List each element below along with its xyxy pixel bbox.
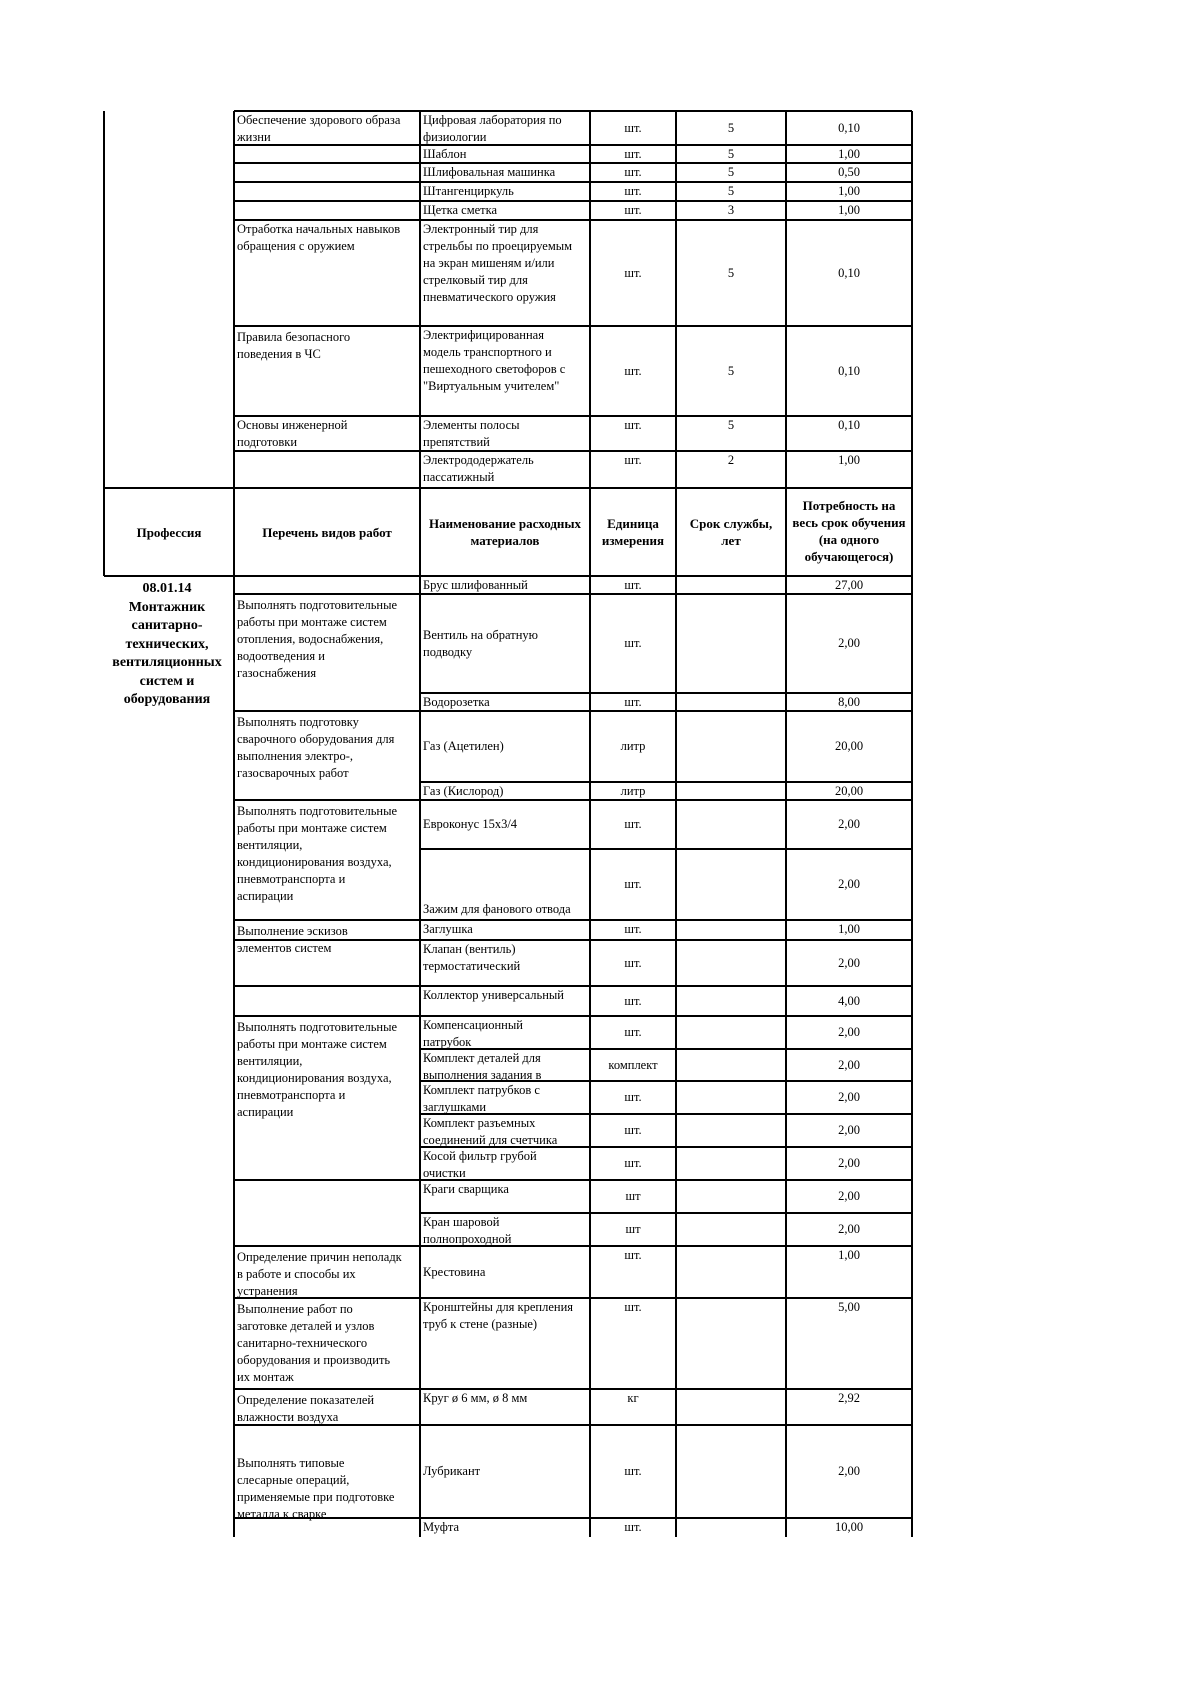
grid-line — [419, 111, 420, 488]
grid-line — [233, 576, 234, 1537]
work-type-cell: Правила безопасного поведения в ЧС — [237, 330, 351, 361]
service-life-cell: 2 — [727, 453, 735, 467]
material-name-cell: Электрифицированная модель транспортного и пешеходного светофоров с "Виртуальным учителем" — [423, 328, 566, 393]
service-life-cell: 5 — [727, 418, 735, 432]
material-name-cell: Элементы полосы препятствий — [423, 418, 520, 449]
unit-cell: литр — [620, 784, 646, 798]
unit-cell: шт. — [624, 1123, 642, 1137]
need-cell: 8,00 — [838, 695, 860, 709]
header-profession: Профессия — [136, 525, 202, 540]
unit-cell: шт. — [624, 578, 642, 592]
need-cell: 2,00 — [838, 1025, 860, 1039]
need-cell: 2,00 — [838, 877, 860, 891]
unit-cell: шт. — [624, 877, 642, 891]
material-name-cell: Комплект разъемных соединений для счетчика — [423, 1116, 558, 1147]
unit-cell: шт. — [624, 817, 642, 831]
unit-cell: шт. — [624, 120, 642, 135]
material-name-cell: Брус шлифованный — [423, 578, 528, 592]
unit-cell: шт. — [624, 1464, 642, 1478]
unit-cell: шт. — [624, 636, 642, 650]
need-cell: 2,00 — [838, 636, 860, 650]
work-type-cell: Выполнять подготовительные работы при монтаже систем отопления, водоснабжения, водоотведения и газоснабжения — [237, 598, 398, 680]
unit-cell: шт. — [624, 695, 642, 709]
unit-cell: шт. — [624, 147, 642, 161]
unit-cell: шт. — [624, 1156, 642, 1170]
work-type-cell: Выполнять подготовку сварочного оборудования для выполнения электро-, газосварочных работ — [237, 715, 395, 780]
material-name-cell: Электрододержатель пассатижный — [423, 453, 534, 484]
work-type-cell: Определение причин неполадк в работе и способы их устранения — [237, 1250, 402, 1298]
material-name-cell: Цифровая лаборатория по физиологии — [423, 113, 562, 144]
unit-cell: шт. — [624, 1090, 642, 1104]
material-name-cell: Краги сварщика — [423, 1182, 509, 1196]
work-type-cell: Определение показателей влажности воздуха — [237, 1393, 375, 1424]
service-life-cell: 5 — [727, 120, 735, 135]
need-cell: 27,00 — [834, 578, 864, 592]
need-cell: 2,00 — [838, 817, 860, 831]
unit-cell: шт. — [624, 1248, 642, 1262]
grid-line — [419, 576, 420, 1537]
header-years: Срок службы, лет — [689, 516, 773, 548]
material-name-cell: Клапан (вентиль) термостатический — [423, 942, 521, 973]
unit-cell: шт. — [624, 1300, 642, 1314]
service-life-cell: 5 — [727, 265, 735, 280]
work-type-cell: Выполнять типовые слесарные операций, применяемые при подготовке металла к сварке — [237, 1456, 395, 1521]
material-name-cell: Шлифовальная машинка — [423, 165, 556, 179]
grid-line — [103, 111, 104, 488]
material-name-cell: Водорозетка — [423, 695, 490, 709]
material-name-cell: Газ (Ацетилен) — [423, 739, 504, 753]
need-cell: 1,00 — [838, 203, 860, 217]
need-cell: 20,00 — [834, 739, 864, 753]
service-life-cell: 5 — [727, 363, 735, 378]
need-cell: 2,00 — [838, 1123, 860, 1137]
unit-cell: литр — [620, 739, 646, 753]
unit-cell: шт. — [624, 363, 642, 378]
material-name-cell: Компенсационный патрубок — [423, 1018, 523, 1049]
need-cell: 2,00 — [838, 1222, 860, 1236]
work-type-cell: Выполнение работ по заготовке деталей и узлов санитарно-технического оборудования и производить их монтаж — [237, 1302, 391, 1384]
material-name-cell: Электронный тир для стрельбы по проецируемым на экран мишеням и/или стрелковый тир для пневматического оружия — [423, 222, 573, 304]
unit-cell: шт. — [624, 955, 642, 970]
material-name-cell: Крестовина — [423, 1264, 486, 1279]
material-name-cell: Зажим для фанового отвода — [423, 902, 571, 916]
material-name-cell: Комплект деталей для выполнения задания в — [423, 1051, 542, 1082]
unit-cell: шт. — [624, 418, 642, 432]
unit-cell: комплект — [608, 1057, 658, 1072]
unit-cell: шт. — [624, 184, 642, 198]
need-cell: 4,00 — [838, 993, 860, 1008]
unit-cell: шт. — [624, 1520, 642, 1534]
need-cell: 0,10 — [838, 363, 860, 378]
service-life-cell: 5 — [727, 184, 735, 198]
header-materials: Наименование расходных материалов — [428, 516, 582, 548]
need-cell: 10,00 — [834, 1520, 864, 1534]
material-name-cell: Газ (Кислород) — [423, 784, 504, 798]
material-name-cell: Лубрикант — [423, 1464, 481, 1478]
material-name-cell: Шаблон — [423, 147, 467, 161]
unit-cell: шт — [625, 1189, 641, 1203]
need-cell: 20,00 — [834, 784, 864, 798]
work-type-cell: Обеспечение здорового образа жизни — [237, 113, 401, 144]
work-type-cell: Выполнение эскизов элементов систем — [237, 924, 348, 955]
grid-line — [233, 111, 234, 488]
unit-cell: кг — [627, 1391, 639, 1405]
unit-cell: шт — [625, 1222, 641, 1236]
need-cell: 2,00 — [838, 955, 860, 970]
material-name-cell: Муфта — [423, 1520, 460, 1534]
material-name-cell: Косой фильтр грубой очистки — [423, 1149, 537, 1180]
need-cell: 1,00 — [838, 922, 860, 936]
material-name-cell: Щетка сметка — [423, 203, 498, 217]
need-cell: 1,00 — [838, 1248, 860, 1262]
material-name-cell: Комплект патрубков с заглушками — [423, 1083, 540, 1114]
service-life-cell: 3 — [727, 203, 735, 217]
unit-cell: шт. — [624, 453, 642, 467]
need-cell: 0,50 — [838, 165, 860, 179]
header-works: Перечень видов работ — [262, 525, 392, 540]
unit-cell: шт. — [624, 1025, 642, 1039]
material-name-cell: Евроконус 15х3/4 — [423, 817, 518, 831]
unit-cell: шт. — [624, 165, 642, 179]
work-type-cell: Основы инженерной подготовки — [237, 418, 348, 449]
need-cell: 2,00 — [838, 1156, 860, 1170]
work-type-cell: Отработка начальных навыков обращения с оружием — [237, 222, 401, 253]
need-cell: 2,00 — [838, 1464, 860, 1478]
need-cell: 0,10 — [838, 418, 860, 432]
header-need: Потребность на весь срок обучения (на одного обучающегося) — [792, 498, 906, 564]
need-cell: 0,10 — [838, 265, 860, 280]
unit-cell: шт. — [624, 922, 642, 936]
grid-line — [104, 487, 913, 489]
need-cell: 1,00 — [838, 184, 860, 198]
unit-cell: шт. — [624, 993, 642, 1008]
grid-line — [420, 848, 912, 849]
unit-cell: шт. — [624, 203, 642, 217]
material-name-cell: Круг ø 6 мм, ø 8 мм — [423, 1391, 528, 1405]
material-name-cell: Коллектор универсальный — [423, 988, 564, 1002]
work-type-cell: Выполнять подготовительные работы при монтаже систем вентиляции, кондиционирования воздуха, пневмотранспорта и аспирации — [237, 1020, 398, 1119]
material-name-cell: Кронштейны для крепления труб к стене (разные) — [423, 1300, 574, 1331]
service-life-cell: 5 — [727, 165, 735, 179]
profession-name: 08.01.14 Монтажник санитарно- технических, вентиляционных систем и оборудования — [112, 581, 222, 707]
need-cell: 5,00 — [838, 1300, 860, 1314]
need-cell: 2,00 — [838, 1057, 860, 1072]
service-life-cell: 5 — [727, 147, 735, 161]
header-unit: Единица измерения — [601, 516, 665, 548]
need-cell: 0,10 — [838, 120, 860, 135]
material-name-cell: Вентиль на обратную подводку — [423, 627, 538, 659]
material-name-cell: Штангенциркуль — [423, 184, 514, 198]
material-name-cell: Заглушка — [423, 922, 473, 936]
material-name-cell: Кран шаровой полнопроходной — [423, 1215, 512, 1246]
need-cell: 2,00 — [838, 1090, 860, 1104]
need-cell: 2,92 — [838, 1391, 860, 1405]
need-cell: 1,00 — [838, 147, 860, 161]
unit-cell: шт. — [624, 265, 642, 280]
need-cell: 1,00 — [838, 453, 860, 467]
need-cell: 2,00 — [838, 1189, 860, 1203]
work-type-cell: Выполнять подготовительные работы при монтаже систем вентиляции, кондиционирования воздуха, пневмотранспорта и аспирации — [237, 804, 398, 903]
